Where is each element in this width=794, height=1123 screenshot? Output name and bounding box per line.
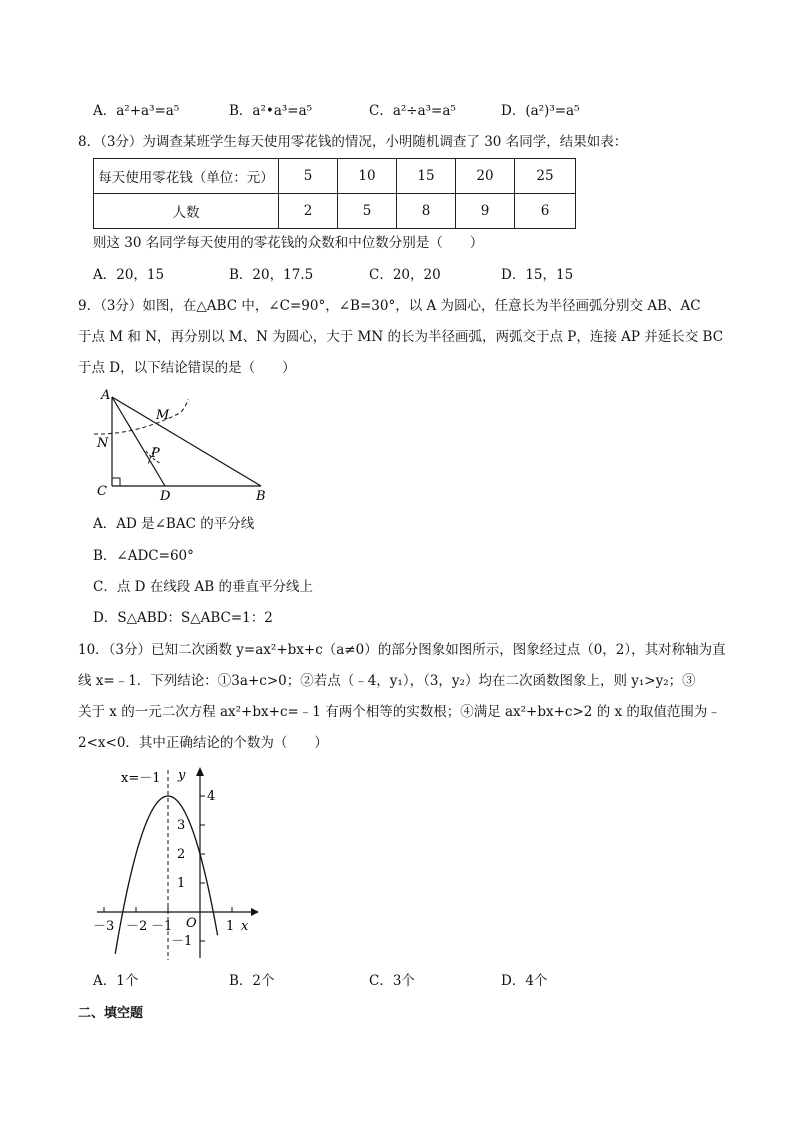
y-axis-arrow (196, 767, 204, 776)
table-cell: 2 (279, 194, 338, 229)
y-tick-label: 4 (207, 789, 216, 804)
q7-option-c: C．a²÷a³=a⁵ (369, 103, 456, 119)
x-tick-label: 1 (226, 919, 235, 934)
q10-parabola-graph (93, 762, 263, 962)
symmetry-axis-label: x=－1 (121, 771, 161, 786)
q9-triangle-figure (88, 385, 278, 505)
table-header-cell: 每天使用零花钱（单位：元） (94, 159, 279, 194)
table-cell: 9 (456, 194, 515, 229)
y-axis-label: y (178, 768, 186, 783)
q8-stem: 8．（3分）为调查某班学生每天使用零花钱的情况，小明随机调查了 30 名同学，结果如表： (78, 134, 628, 150)
label-m: M (156, 408, 170, 423)
q7-option-a: A．a²+a³=a⁵ (93, 103, 180, 119)
y-tick-label: －1 (171, 934, 193, 949)
label-n: N (97, 436, 109, 451)
q8-option-a: A．20，15 (93, 267, 165, 283)
q9-option-b: B．∠ADC=60° (93, 548, 194, 564)
label-c: C (97, 484, 107, 499)
arc-mn (94, 399, 188, 434)
x-tick-label: －3 (93, 919, 115, 934)
q7-option-d: D．(a²)³=a⁵ (501, 103, 580, 119)
q9-line-1: 9．（3分）如图，在△ABC 中，∠C=90°，∠B=30°，以 A 为圆心，任意长为半径画弧分别交 AB、AC (78, 298, 701, 314)
q7-option-b: B．a²•a³=a⁵ (229, 103, 313, 119)
table-cell: 10 (338, 159, 397, 194)
table-header-cell: 人数 (94, 194, 279, 229)
label-a: A (101, 388, 111, 403)
right-angle-mark (112, 478, 120, 486)
table-cell: 20 (456, 159, 515, 194)
q10-line-2: 线 x=﹣1．下列结论：①3a+c>0；②若点（﹣4，y₁），（3，y₂）均在二次函数图象上，则 y₁>y₂；③ (78, 673, 696, 689)
label-p: P (151, 446, 160, 461)
x-tick-label: －2 (126, 919, 148, 934)
q9-option-c: C．点 D 在线段 AB 的垂直平分线上 (93, 579, 313, 595)
q10-option-d: D．4个 (501, 973, 548, 989)
table-cell: 5 (279, 159, 338, 194)
q9-line-2: 于点 M 和 N，再分别以 M、N 为圆心，大于 MN 的长为半径画弧，两弧交于点 P，连接 AP 并延长交 BC (78, 329, 724, 345)
x-tick-label: －1 (151, 919, 173, 934)
q9-line-3: 于点 D，以下结论错误的是（ ） (78, 360, 296, 376)
table-cell: 25 (515, 159, 576, 194)
origin-label: O (186, 916, 197, 931)
table-row (94, 194, 576, 229)
q10-line-3: 关于 x 的一元二次方程 ax²+bx+c=﹣1 有两个相等的实数根；④满足 ax²+bx+c>2 的 x 的取值范围为﹣ (78, 704, 721, 720)
table-cell: 8 (397, 194, 456, 229)
q9-option-a: A．AD 是∠BAC 的平分线 (93, 516, 255, 532)
q8-option-b: B．20，17.5 (229, 267, 314, 283)
y-tick-label: 1 (177, 876, 186, 891)
x-axis-arrow (251, 908, 259, 916)
q8-table (93, 158, 576, 229)
table-row (94, 159, 576, 194)
q10-line-1: 10．（3分）已知二次函数 y=ax²+bx+c（a≠0）的部分图象如图所示，图象经过点（0，2），其对称轴为直 (78, 642, 726, 658)
side-ab (112, 397, 261, 486)
label-b: B (256, 489, 266, 504)
q10-option-b: B．2个 (229, 973, 275, 989)
y-tick-label: 3 (177, 818, 186, 833)
y-tick-label: 2 (177, 847, 186, 862)
x-axis-label: x (241, 919, 249, 934)
q8-question: 则这 30 名同学每天使用的零花钱的众数和中位数分别是（ ） (93, 235, 484, 251)
q8-option-c: C．20，20 (369, 267, 441, 283)
table-cell: 15 (397, 159, 456, 194)
table-cell: 6 (515, 194, 576, 229)
q10-option-a: A．1个 (93, 973, 139, 989)
table-cell: 5 (338, 194, 397, 229)
q9-option-d: D．S△ABD：S△ABC=1：2 (93, 610, 273, 626)
q10-option-c: C．3个 (369, 973, 415, 989)
label-d: D (160, 489, 171, 504)
q10-line-4: 2<x<0．其中正确结论的个数为（ ） (78, 735, 328, 751)
q8-option-d: D．15，15 (501, 267, 574, 283)
section-heading: 二、填空题 (78, 1006, 144, 1021)
